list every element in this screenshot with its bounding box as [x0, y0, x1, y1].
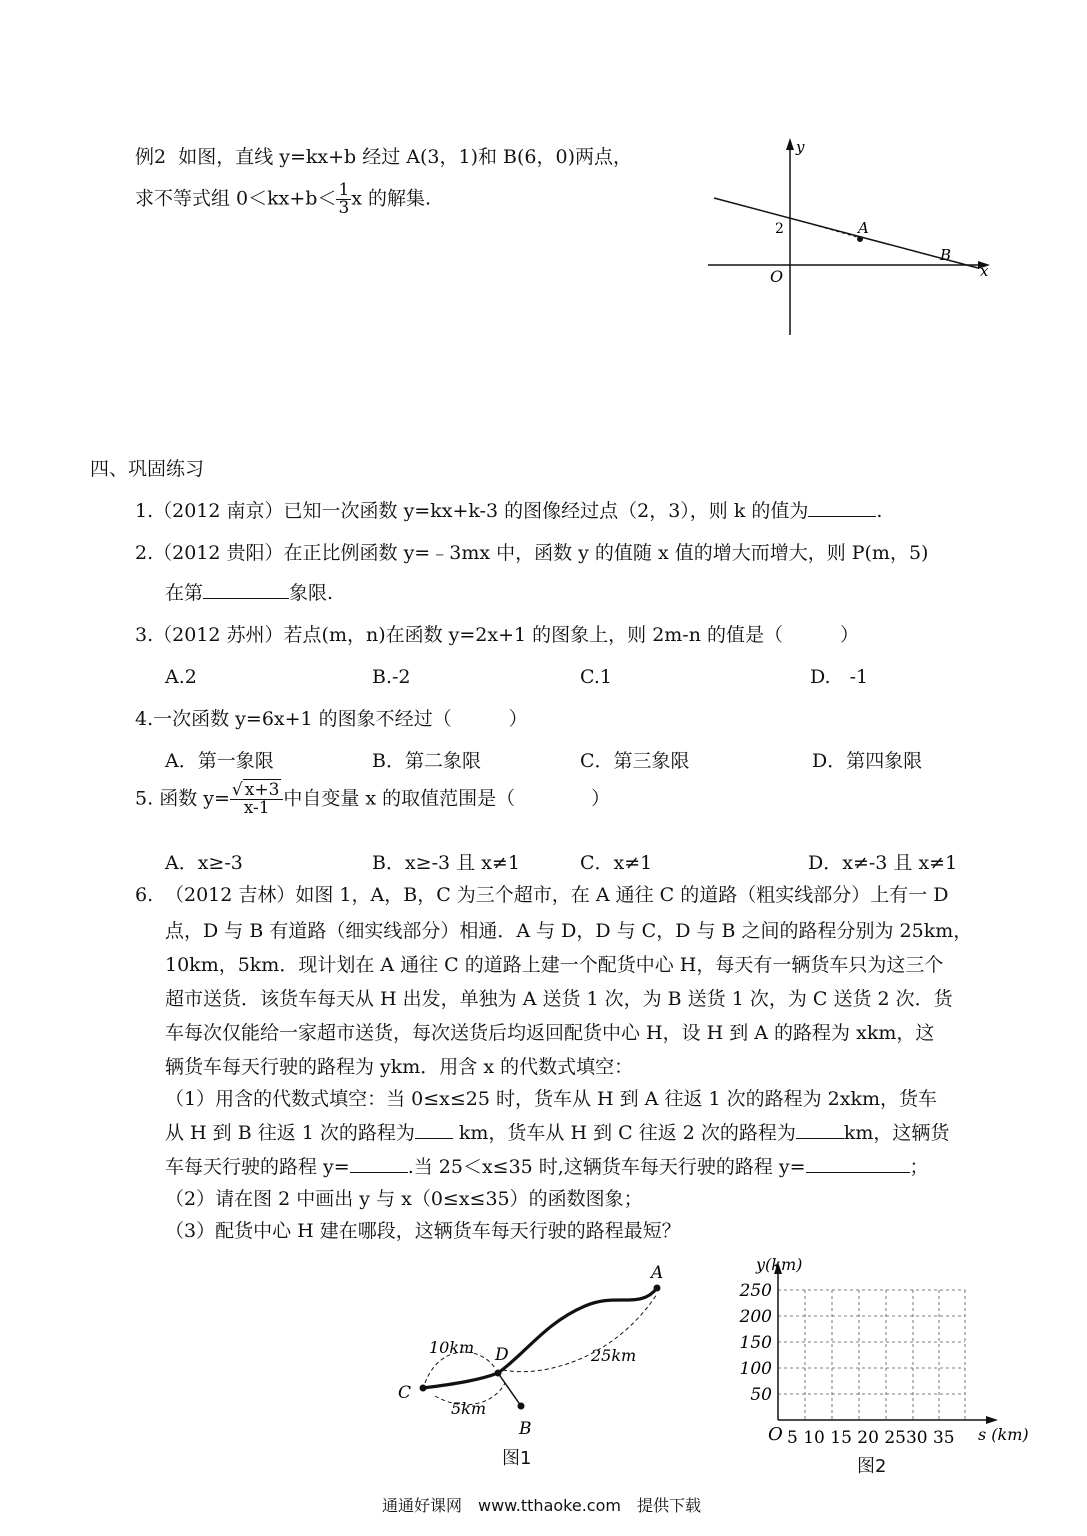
question-5-option-c: C．x≠1	[580, 852, 653, 874]
origin-label: O	[770, 267, 784, 286]
figure-1-caption: 图1	[502, 1448, 532, 1469]
question-2: 2.（2012 贵阳）在正比例函数 y=﹣3mx 中，函数 y 的值随 x 值的增大而增大，则 P(m，5)	[135, 542, 929, 564]
question-6-line: 超市送货．该货车每天从 H 出发，单独为 A 送货 1 次，为 B 送货 1 次，为 C 送货 2 次．货	[165, 988, 953, 1010]
question-3-option-b: B.-2	[372, 666, 411, 688]
point-b-label: B	[940, 246, 952, 264]
figure-2-grid	[720, 1250, 1035, 1455]
label-c: C	[398, 1383, 412, 1403]
question-5-option-b: B．x≥-3 且 x≠1	[372, 852, 520, 874]
question-4-option-a: A．第一象限	[165, 750, 274, 772]
point-c	[420, 1385, 427, 1392]
question-6-part1-line3: 车每天行驶的路程 y= .当 25＜x≤35 时,这辆货车每天行驶的路程 y= ；	[165, 1156, 929, 1178]
y-tick-label: 250	[739, 1281, 772, 1301]
question-6-line: 点，D 与 B 有道路（细实线部分）相通．A 与 D，D 与 C，D 与 B 之间的路程分别为 25km，	[165, 920, 973, 942]
question-4-option-c: C．第三象限	[580, 750, 690, 772]
question-3-option-d: D. -1	[810, 666, 869, 688]
question-6-part2: （2）请在图 2 中画出 y 与 x（0≤x≤35）的函数图象；	[165, 1188, 643, 1210]
y-axis-arrow	[786, 138, 794, 150]
point-b	[518, 1403, 525, 1410]
y-axis-label: y(km)	[756, 1255, 803, 1274]
distance-db-label: 5km	[451, 1399, 487, 1418]
answer-blank	[350, 1156, 408, 1173]
question-4-option-d: D．第四象限	[812, 750, 923, 772]
question-6-num: 6.	[135, 884, 154, 906]
label-d: D	[495, 1345, 509, 1365]
x-axis-label: s (km)	[978, 1425, 1029, 1444]
y-tick-label: 50	[750, 1385, 772, 1405]
example2-line1: 例2 如图，直线 y=kx+b 经过 A(3，1)和 B(6，0)两点，	[135, 146, 632, 168]
section-title: 四、巩固练习	[90, 458, 205, 480]
question-6-line: 辆货车每天行驶的路程为 ykm．用含 x 的代数式填空：	[165, 1056, 634, 1078]
question-6-line: （2012 吉林）如图 1，A，B，C 为三个超市，在 A 通往 C 的道路（粗实线部分）上有一 D	[165, 884, 949, 906]
question-5: 5. 函数 y= $\frac{√ x+3}{x-1}$ 中自变量 x 的取值范围是（ ）	[135, 780, 611, 818]
road-d-to-b	[498, 1373, 521, 1406]
y-tick-label: 150	[739, 1333, 772, 1353]
grid-lines	[778, 1290, 965, 1420]
answer-blank	[808, 500, 876, 517]
question-3-option-c: C.1	[580, 666, 612, 688]
x-label: x	[980, 262, 989, 280]
answer-blank	[806, 1156, 910, 1173]
y-intercept-label: 2	[775, 221, 784, 237]
label-a: A	[651, 1263, 664, 1283]
point-a	[654, 1285, 661, 1292]
example2-line2: 求不等式组 0＜kx+b＜ $\frac{1}{3}$ x 的解集.	[135, 180, 432, 218]
point-d	[495, 1370, 502, 1377]
question-5-option-d: D．x≠-3 且 x≠1	[808, 852, 958, 874]
answer-blank	[796, 1122, 844, 1139]
question-3: 3.（2012 苏州）若点(m，n)在函数 y=2x+1 的图象上，则 2m-n 的值是（ ）	[135, 624, 859, 646]
origin-label: O	[768, 1424, 783, 1445]
question-5-option-a: A．x≥-3	[165, 852, 243, 874]
answer-blank	[203, 582, 289, 599]
question-6-part1-line1: （1）用含的代数式填空：当 0≤x≤25 时，货车从 H 到 A 往返 1 次的路程为 2xkm，货车	[165, 1088, 937, 1110]
question-4-option-b: B．第二象限	[372, 750, 481, 772]
answer-blank	[415, 1122, 453, 1139]
question-6-part1-line2: 从 H 到 B 往返 1 次的路程为 km，货车从 H 到 C 往返 2 次的路程为 km，这辆货	[165, 1122, 950, 1144]
question-6-line: 10km，5km．现计划在 A 通往 C 的道路上建一个配货中心 H，每天有一辆货车只为这三个	[165, 954, 944, 976]
y-label: y	[796, 138, 805, 156]
question-4: 4.一次函数 y=6x+1 的图象不经过（ ）	[135, 708, 528, 730]
question-3-option-a: A.2	[165, 666, 197, 688]
footer: 通通好课网 www.tthaoke.com 提供下载	[382, 1496, 701, 1515]
distance-cd-label: 10km	[429, 1338, 475, 1357]
distance-da-label: 25km	[591, 1346, 637, 1365]
x-axis-arrow	[986, 1416, 998, 1424]
y-tick-label: 200	[739, 1307, 772, 1327]
fraction-sqrt: $\frac{√ x+3}{x-1}$	[230, 782, 284, 817]
figure-2-caption: 图2	[857, 1456, 887, 1477]
label-b: B	[519, 1419, 532, 1439]
question-2-line2: 在第 象限.	[165, 582, 334, 604]
question-6-line: 车每次仅能给一家超市送货，每次送货后均返回配货中心 H，设 H 到 A 的路程为 xkm，这	[165, 1022, 935, 1044]
question-1: 1.（2012 南京）已知一次函数 y=kx+k-3 的图像经过点（2，3），则 k 的值为 .	[135, 500, 883, 522]
figure-1-roads	[395, 1258, 685, 1443]
question-6-part3: （3）配货中心 H 建在哪段，这辆货车每天行驶的路程最短？	[165, 1220, 681, 1242]
y-tick-label: 100	[739, 1359, 772, 1379]
fraction-one-third: $\frac{1}{3}$	[338, 180, 350, 218]
point-a-label: A	[858, 219, 869, 237]
x-tick-labels: 5 10 15 20 2530 35	[787, 1428, 955, 1448]
example2-label: 例2	[135, 146, 167, 168]
example2-graph	[700, 130, 1000, 345]
line-kx-b	[714, 198, 978, 268]
